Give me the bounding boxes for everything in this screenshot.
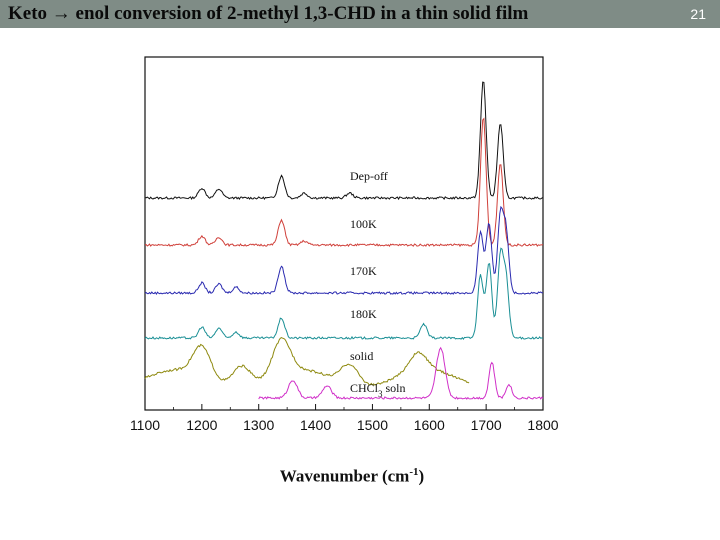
series-label: Dep-off bbox=[350, 169, 388, 183]
x-tick-label: 1200 bbox=[186, 417, 218, 433]
x-tick-label: 1400 bbox=[299, 417, 332, 433]
plot-frame bbox=[145, 57, 543, 410]
series-label: CHCl$_3$ soln bbox=[350, 381, 406, 399]
x-tick-label: 1700 bbox=[470, 417, 502, 433]
series-label: 170K bbox=[350, 264, 377, 278]
slide-title: Keto → enol conversion of 2-methyl 1,3-CHD in a thin solid film bbox=[8, 3, 529, 24]
spectrum-line bbox=[145, 82, 543, 199]
spectrum-line bbox=[145, 338, 469, 385]
spectrum-line bbox=[145, 119, 543, 246]
slide-number: 21 bbox=[690, 6, 706, 22]
x-tick-label: 1600 bbox=[413, 417, 445, 433]
series-label: 100K bbox=[350, 217, 377, 231]
x-axis-label: Wavenumber $(cm^{-1})$ bbox=[279, 466, 425, 486]
series-label: 180K bbox=[350, 307, 377, 321]
x-tick-label: 1800 bbox=[527, 417, 559, 433]
spectrum-line bbox=[145, 248, 543, 339]
series-label: solid bbox=[350, 349, 374, 363]
x-tick-label: 1500 bbox=[356, 417, 389, 433]
x-tick-label: 1300 bbox=[243, 417, 275, 433]
spectrum-line bbox=[145, 207, 543, 294]
x-tick-label: 1100 bbox=[129, 417, 161, 433]
